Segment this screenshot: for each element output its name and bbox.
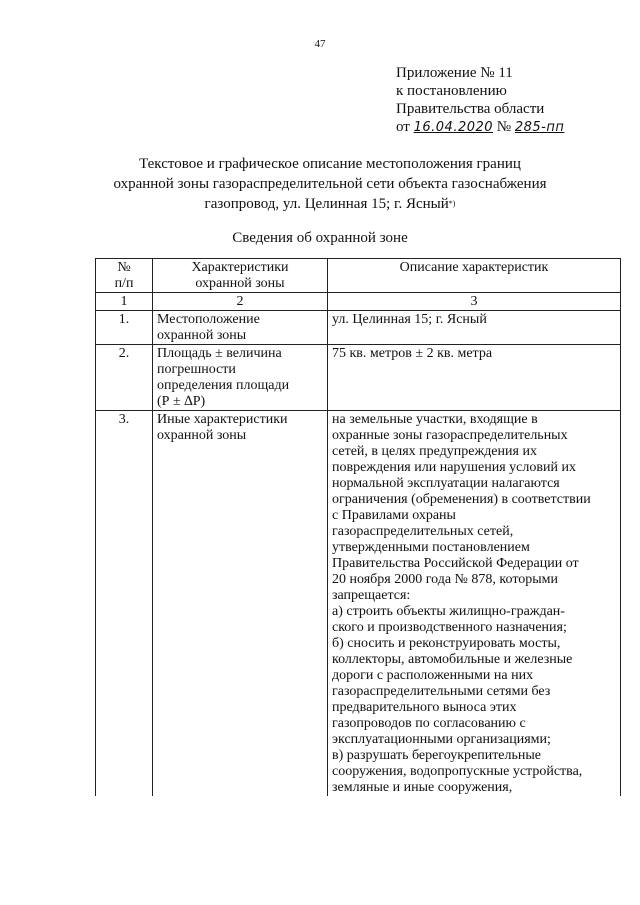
- cell-line: Правительства Российской Федерации от: [332, 556, 579, 571]
- cell-line: б) сносить и реконструировать мосты,: [332, 636, 561, 651]
- cell-line: с Правилами охраны: [332, 508, 456, 523]
- appendix-line: к постановлению: [396, 83, 507, 99]
- cell-line: газораспределительных сетей,: [332, 524, 514, 539]
- cell-line: ограничения (обременения) в соответствии: [332, 492, 591, 507]
- cell-line: охранной зоны: [157, 428, 247, 443]
- header-text: Описание характеристик: [399, 260, 549, 275]
- page-number: 47: [314, 38, 326, 50]
- cell-line: Площадь ± величина: [157, 346, 282, 361]
- header-description: [328, 259, 621, 293]
- cell-line: эксплуатационными организациями;: [332, 732, 551, 747]
- header-text: охранной зоны: [195, 276, 285, 291]
- cell-line: 20 ноября 2000 года № 878, которыми: [332, 572, 559, 587]
- cell-line: 75 кв. метров ± 2 кв. метра: [332, 346, 493, 361]
- cell-line: земляные и иные сооружения,: [332, 780, 513, 795]
- footnote-mark: *): [448, 199, 456, 208]
- table-column-number-row: [96, 293, 621, 311]
- table-header-row: [96, 259, 621, 293]
- row-description: [328, 411, 621, 797]
- header-text: п/п: [114, 276, 134, 291]
- title-line: Текстовое и графическое описание местоположения границ: [139, 156, 521, 172]
- cell-line: охранные зоны газораспределительных: [332, 428, 568, 443]
- column-number: 3: [328, 293, 621, 311]
- section-subtitle: Сведения об охранной зоне: [232, 230, 408, 246]
- table-row: [96, 345, 621, 411]
- cell-line: ул. Целинная 15; г. Ясный: [332, 312, 487, 327]
- cell-line: газопроводов по согласованию с: [332, 716, 526, 731]
- cell-line: нормальной эксплуатации налагаются: [332, 476, 560, 491]
- title-line-with-footnote: [100, 194, 560, 214]
- cell-line: предварительного выноса этих: [332, 700, 517, 715]
- cell-line: сетей, в целях предупреждения их: [332, 444, 537, 459]
- appendix-line: Правительства области: [396, 101, 545, 117]
- cell-line: утвержденными постановлением: [332, 540, 530, 555]
- table-row: [96, 411, 621, 797]
- row-characteristic: [153, 345, 328, 411]
- cell-line: в) разрушать берегоукрепительные: [332, 748, 542, 763]
- column-number: 1: [96, 293, 153, 311]
- row-number: 1.: [96, 311, 153, 345]
- handwritten-number: 285-пп: [514, 120, 565, 135]
- cell-line: дороги с расположенными на них: [332, 668, 534, 683]
- cell-line: сооружения, водопропускные устройства,: [332, 764, 583, 779]
- row-number: 3.: [96, 411, 153, 797]
- row-description: [328, 345, 621, 411]
- handwritten-date: 16.04.2020: [413, 120, 494, 135]
- protection-zone-table: [95, 258, 621, 796]
- cell-line: повреждения или нарушения условий их: [332, 460, 576, 475]
- table-row: [96, 311, 621, 345]
- cell-line: Иные характеристики: [157, 412, 288, 427]
- cell-line: Местоположение: [157, 312, 260, 327]
- cell-line: (Р ± ∆Р): [157, 394, 206, 409]
- cell-line: на земельные участки, входящие в: [332, 412, 538, 427]
- cell-line: погрешности: [157, 362, 236, 377]
- cell-line: ского и производственного назначения;: [332, 620, 567, 635]
- appendix-block: [396, 64, 564, 137]
- header-characteristics: [153, 259, 328, 293]
- cell-line: запрещается:: [332, 588, 411, 603]
- cell-line: охранной зоны: [157, 328, 247, 343]
- from-label: от: [396, 119, 410, 135]
- header-text: №: [117, 260, 131, 275]
- row-characteristic: [153, 311, 328, 345]
- cell-line: определения площади: [157, 378, 290, 393]
- cell-line: газораспределительными сетями без: [332, 684, 551, 699]
- row-characteristic: [153, 411, 328, 797]
- cell-line: а) строить объекты жилищно-граждан-: [332, 604, 565, 619]
- appendix-line: Приложение № 11: [396, 65, 513, 81]
- row-number: 2.: [96, 345, 153, 411]
- title-line: охранной зоны газораспределительной сети объекта газоснабжения: [113, 176, 547, 192]
- cell-line: коллекторы, автомобильные и железные: [332, 652, 573, 667]
- title-line: газопровод, ул. Целинная 15; г. Ясный: [204, 196, 449, 212]
- header-number: [96, 259, 153, 293]
- number-label: №: [496, 119, 512, 135]
- appendix-date-line: [396, 118, 564, 137]
- row-description: [328, 311, 621, 345]
- column-number: 2: [153, 293, 328, 311]
- header-text: Характеристики: [191, 260, 289, 275]
- document-title: [100, 154, 560, 214]
